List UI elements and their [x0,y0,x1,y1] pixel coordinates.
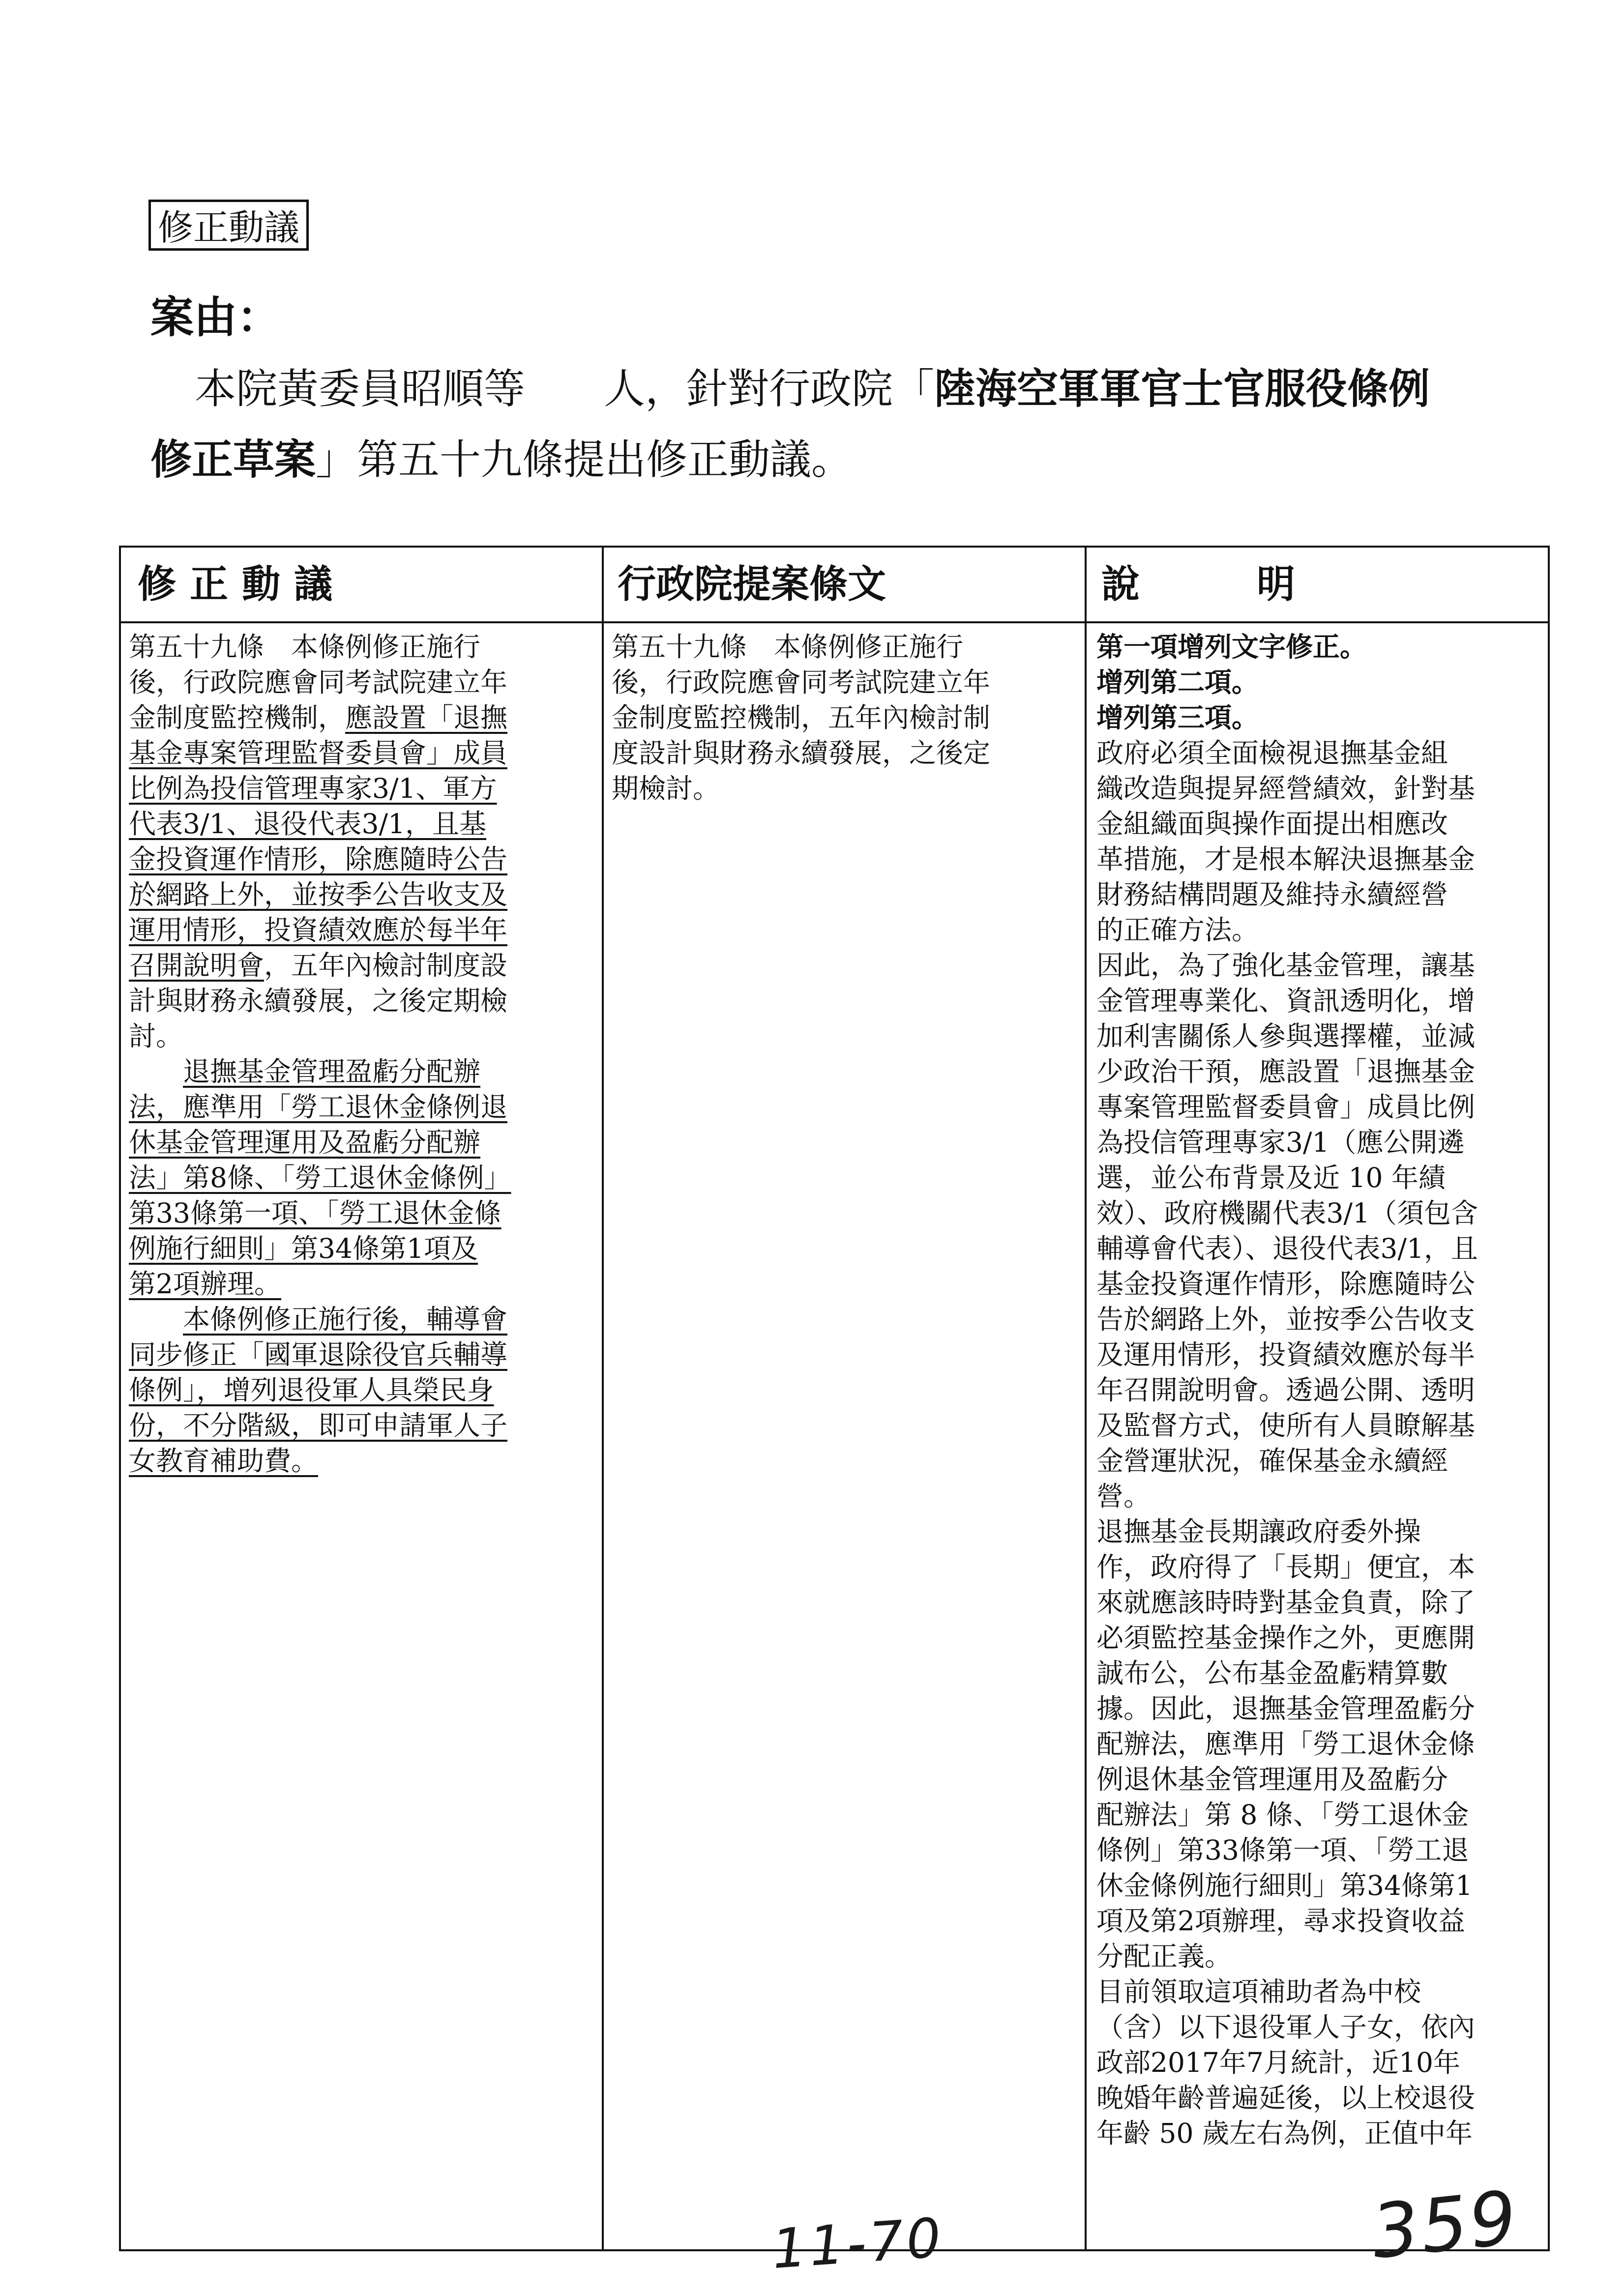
explanation-line [1096,877,1539,912]
text-run: 例退休基金管理運用及盈虧分 [1096,1764,1448,1795]
explanation-line [1096,1903,1539,1939]
explanation-line [1096,629,1539,665]
explanation-line [1096,1868,1539,1903]
motion-tag-box [148,200,309,251]
text-run: 條例」，增列退役軍人具榮民身 [129,1374,494,1406]
text-run: 增列第二項。 [1096,666,1259,698]
amendment-line [129,665,596,700]
amendment-line [129,842,596,877]
text-run: 年召開說明會。透過公開、透明 [1096,1374,1476,1406]
explanation-line [1096,1797,1539,1832]
amendment-line [129,1372,596,1408]
text-run: 份，不分階級，即可申請軍人子 [129,1410,508,1441]
text-run: 因此，為了強化基金管理，讓基 [1096,950,1476,981]
explanation-line [1096,1018,1539,1054]
explanation-line [1096,1089,1539,1125]
text-run: 應設置「退撫 [345,702,508,733]
explanation-line [1096,1762,1539,1797]
explanation-line [1096,1549,1539,1585]
amendment-line [129,771,596,806]
handwritten-page-number: 359 [1367,2175,1523,2276]
text-run: 法」第8條、「勞工退休金條例」 [129,1162,511,1193]
text-run: 退撫基金管理盈虧分配辦 [183,1056,481,1087]
text-run: 討。 [129,1020,183,1052]
amendment-line [129,1231,596,1266]
text-run: 加利害關係人參與選擇權，並減 [1096,1020,1476,1052]
text-run: ，五年內檢討制度設 [264,950,508,981]
text-run: 第一項增列文字修正。 [1096,631,1367,663]
explanation-line [1096,1372,1539,1408]
executive-proposal-line: 金制度監控機制，五年內檢討制 [612,702,991,733]
text-run: 女教育補助費。 [129,1445,319,1477]
amendment-line [129,1195,596,1231]
explanation-line [1096,1726,1539,1762]
intro-bill-suffix: 修正草案 [150,435,316,484]
text-run: 誠布公，公布基金盈虧精算數 [1096,1657,1448,1689]
text-run: 比例為投信管理專家3/1、軍方 [129,773,497,804]
text-run: 來就應該時時對基金負責，除了 [1096,1587,1476,1618]
text-run: 專案管理監督委員會」成員比例 [1096,1091,1476,1123]
header-explanation: 說 明 [1101,562,1335,607]
executive-proposal-line: 期檢討。 [612,773,720,804]
amendment-line [129,1160,596,1195]
comparison-table [119,546,1550,2251]
header-amendment: 修正動議 [138,562,347,607]
text-run: 條例」第33條第一項、「勞工退 [1096,1834,1469,1866]
text-run: 代表3/1、退役代表3/1，且基 [129,808,487,840]
explanation-line [1096,2116,1539,2151]
executive-proposal-line: 度設計與財務永續發展，之後定 [612,737,991,769]
intro-line-2 [150,433,853,487]
text-run: 年齡 50 歲左右為例，正值中年 [1096,2118,1473,2149]
text-run: 第2項辦理。 [129,1268,281,1300]
explanation-line [1096,1620,1539,1656]
explanation-line [1096,2009,1539,2045]
executive-proposal-cell [612,629,1079,806]
explanation-line [1096,983,1539,1018]
explanation-line [1096,1585,1539,1620]
motion-tag-label: 修正動議 [158,207,300,248]
amendment-line [129,629,596,665]
explanation-line [1096,1054,1539,1089]
amendment-line [129,1302,596,1337]
column-divider-2 [1085,548,1087,2249]
explanation-line [1096,665,1539,700]
amendment-line [129,1054,596,1089]
explanation-line [1096,1125,1539,1160]
text-run: 金組織面與操作面提出相應改 [1096,808,1448,840]
explanation-line [1096,1974,1539,2009]
text-run: 織改造與提昇經營績效，針對基 [1096,773,1476,804]
amendment-line [129,983,596,1018]
explanation-cell [1096,629,1539,2151]
amendment-text-cell [129,629,596,1479]
amendment-line [129,948,596,983]
text-run: 告於網路上外，並按季公告收支 [1096,1304,1476,1335]
text-run: 革措施，才是根本解決退撫基金 [1096,843,1476,875]
amendment-line [129,1443,596,1479]
explanation-line [1096,842,1539,877]
case-heading: 案由： [150,291,281,343]
text-run: 本條例修正施行後，輔導會 [183,1304,508,1335]
amendment-line [129,1266,596,1302]
text-run: 作，政府得了「長期」便宜，本 [1096,1551,1476,1583]
explanation-line [1096,1302,1539,1337]
text-run: 第五十九條 本條例修正施行 [129,631,481,663]
explanation-line [1096,1514,1539,1549]
text-run: 分配正義。 [1096,1941,1232,1972]
text-run: 營。 [1096,1481,1151,1512]
explanation-line [1096,2045,1539,2080]
explanation-line [1096,1656,1539,1691]
header-divider [121,621,1548,623]
text-run: 召開說明會 [129,950,265,981]
explanation-line [1096,1408,1539,1443]
text-run: 財務結構問題及維持永續經營 [1096,879,1448,910]
explanation-line [1096,1195,1539,1231]
text-run: 選，並公布背景及近 10 年績 [1096,1162,1446,1193]
executive-proposal-line: 第五十九條 本條例修正施行 [612,631,964,663]
handwritten-page-code: 11-70 [769,2206,946,2281]
text-run: 政府必須全面檢視退撫基金組 [1096,737,1448,769]
text-run: 金制度監控機制， [129,702,346,733]
text-run: 後，行政院應會同考試院建立年 [129,667,508,698]
text-run: （含）以下退役軍人子女，依內 [1096,2011,1476,2043]
amendment-line [129,1337,596,1372]
intro-proposer: 本院黃委員昭順等 [195,365,526,413]
explanation-line [1096,1160,1539,1195]
text-run [129,1304,183,1335]
executive-proposal-line: 後，行政院應會同考試院建立年 [612,667,991,698]
text-run: 項及第2項辦理，尋求投資收益 [1096,1905,1465,1937]
text-run: 輔導會代表）、退役代表3/1，且 [1096,1233,1478,1264]
explanation-line [1096,1479,1539,1514]
text-run: 少政治干預，應設置「退撫基金 [1096,1056,1476,1087]
text-run: 配辦法」第 8 條、「勞工退休金 [1096,1799,1469,1831]
text-run: 例施行細則」第34條第1項及 [129,1233,478,1264]
text-run: 效）、政府機關代表3/1（須包含 [1096,1197,1478,1229]
text-run: 休金條例施行細則」第34條第1 [1096,1870,1473,1901]
text-run: 金營運狀況，確保基金永續經 [1096,1445,1448,1477]
text-run: 目前領取這項補助者為中校 [1096,1976,1421,2007]
text-run: 休基金管理運用及盈虧分配辦 [129,1127,481,1158]
text-run: 於網路上外，並按季公告收支及 [129,879,508,910]
explanation-line [1096,771,1539,806]
explanation-line [1096,1443,1539,1479]
text-run: 增列第三項。 [1096,701,1259,733]
text-run [129,1056,183,1087]
intro-bill-name: 陸海空軍軍官士官服役條例 [934,364,1430,413]
amendment-line [129,877,596,912]
explanation-line [1096,948,1539,983]
text-run: 基金專案管理監督委員會」成員 [129,737,508,769]
explanation-line [1096,1266,1539,1302]
text-run: 晚婚年齡普遍延後，以上校退役 [1096,2082,1476,2114]
text-run: 第33條第一項、「勞工退休金條 [129,1197,502,1229]
explanation-line [1096,1832,1539,1868]
amendment-line [129,735,596,771]
text-run: 金投資運作情形，除應隨時公告 [129,843,508,875]
explanation-line [1096,1231,1539,1266]
amendment-line [129,1408,596,1443]
text-run: 法，應準用「勞工退休金條例退 [129,1091,508,1123]
text-run: 基金投資運作情形，除應隨時公 [1096,1268,1476,1300]
explanation-line [1096,700,1539,735]
explanation-line [1096,1337,1539,1372]
column-divider-1 [602,548,604,2249]
explanation-line [1096,1691,1539,1726]
text-run: 運用情形，投資績效應於每半年 [129,914,508,946]
text-run: 同步修正「國軍退除役官兵輔導 [129,1339,508,1370]
explanation-line [1096,735,1539,771]
text-run: 必須監控基金操作之外，更應開 [1096,1622,1476,1654]
text-run: 的正確方法。 [1096,914,1259,946]
amendment-line [129,1018,596,1054]
intro-connector: 人，針對行政院「 [604,365,935,413]
amendment-line [129,806,596,842]
text-run: 金管理專業化、資訊透明化，增 [1096,985,1476,1017]
header-executive-proposal: 行政院提案條文 [618,562,886,607]
amendment-line [129,1125,596,1160]
amendment-line [129,912,596,948]
amendment-line [129,1089,596,1125]
text-run: 計與財務永續發展，之後定期檢 [129,985,508,1017]
explanation-line [1096,1939,1539,1974]
text-run: 及監督方式，使所有人員瞭解基 [1096,1410,1476,1441]
intro-line-1 [195,362,1430,416]
amendment-line [129,700,596,735]
explanation-line [1096,2080,1539,2116]
explanation-line [1096,806,1539,842]
text-run: 政部2017年7月統計，近10年 [1096,2047,1460,2078]
text-run: 據。因此，退撫基金管理盈虧分 [1096,1693,1476,1724]
explanation-line [1096,912,1539,948]
text-run: 退撫基金長期讓政府委外操 [1096,1516,1421,1547]
text-run: 及運用情形，投資績效應於每半 [1096,1339,1476,1370]
text-run: 為投信管理專家3/1（應公開遴 [1096,1127,1465,1158]
text-run: 配辦法，應準用「勞工退休金條 [1096,1728,1476,1760]
intro-purpose: 」第五十九條提出修正動議。 [316,436,853,484]
